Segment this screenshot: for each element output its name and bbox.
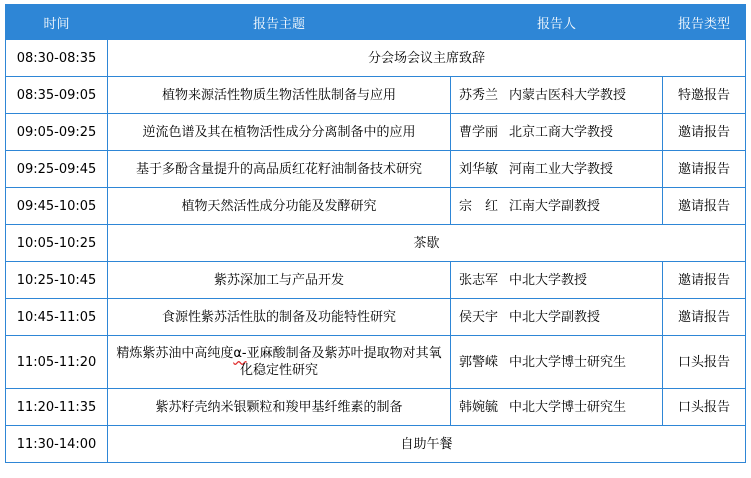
- speaker-name: 张志军: [459, 272, 499, 288]
- table-row: [6, 77, 746, 114]
- time-cell: 08:35-09:05: [6, 77, 108, 114]
- table-row: [6, 262, 746, 299]
- type-cell: 邀请报告: [663, 262, 746, 299]
- topic-cell: 食源性紫苏活性肽的制备及功能特性研究: [108, 299, 451, 336]
- time-cell: 11:30-14:00: [6, 426, 108, 463]
- table-row: [6, 151, 746, 188]
- speaker-name: 韩婉毓: [459, 399, 499, 415]
- speaker-affiliation: 江南大学副教授: [509, 198, 601, 214]
- session-cell: 茶歇: [108, 225, 746, 262]
- type-cell: 特邀报告: [663, 77, 746, 114]
- table-row: [6, 426, 746, 463]
- topic-text-pre: 精炼紫苏油中高纯度: [116, 346, 234, 361]
- header-time: 时间: [6, 5, 108, 40]
- speaker-affiliation: 内蒙古医科大学教授: [509, 87, 627, 103]
- time-cell: 10:45-11:05: [6, 299, 108, 336]
- spellcheck-marked-text: α-: [233, 346, 247, 361]
- speaker-cell: [451, 151, 663, 188]
- speaker-cell: [451, 77, 663, 114]
- table-row: [6, 40, 746, 77]
- table-row: [6, 188, 746, 225]
- speaker-cell: [451, 299, 663, 336]
- speaker-name: 苏秀兰: [459, 87, 499, 103]
- topic-cell: 植物来源活性物质生物活性肽制备与应用: [108, 77, 451, 114]
- topic-cell: 逆流色谱及其在植物活性成分分离制备中的应用: [108, 114, 451, 151]
- schedule-table: [5, 4, 746, 463]
- speaker-cell: [451, 188, 663, 225]
- header-speaker: 报告人: [451, 5, 663, 40]
- topic-cell: 紫苏深加工与产品开发: [108, 262, 451, 299]
- type-cell: 口头报告: [663, 336, 746, 389]
- speaker-cell: [451, 389, 663, 426]
- table-row: [6, 299, 746, 336]
- type-cell: 口头报告: [663, 389, 746, 426]
- session-cell: 自助午餐: [108, 426, 746, 463]
- type-cell: 邀请报告: [663, 114, 746, 151]
- speaker-name: 曹学丽: [459, 124, 499, 140]
- schedule-table-container: [5, 4, 745, 463]
- time-cell: 09:25-09:45: [6, 151, 108, 188]
- speaker-cell: [451, 262, 663, 299]
- type-cell: 邀请报告: [663, 299, 746, 336]
- speaker-affiliation: 中北大学博士研究生: [509, 354, 627, 370]
- topic-cell: 植物天然活性成分功能及发酵研究: [108, 188, 451, 225]
- topic-text-post: 亚麻酸制备及紫苏叶提取物对其氧化稳定性研究: [239, 346, 442, 378]
- speaker-cell: [451, 336, 663, 389]
- topic-cell: [108, 336, 451, 389]
- speaker-affiliation: 河南工业大学教授: [509, 161, 614, 177]
- time-cell: 11:20-11:35: [6, 389, 108, 426]
- session-cell: 分会场会议主席致辞: [108, 40, 746, 77]
- table-row: [6, 336, 746, 389]
- speaker-name: 侯天宇: [459, 309, 499, 325]
- table-row: [6, 114, 746, 151]
- table-row: [6, 389, 746, 426]
- time-cell: 09:45-10:05: [6, 188, 108, 225]
- time-cell: 10:25-10:45: [6, 262, 108, 299]
- time-cell: 08:30-08:35: [6, 40, 108, 77]
- speaker-affiliation: 中北大学副教授: [509, 309, 601, 325]
- time-cell: 10:05-10:25: [6, 225, 108, 262]
- topic-cell: 紫苏籽壳纳米银颗粒和羧甲基纤维素的制备: [108, 389, 451, 426]
- type-cell: 邀请报告: [663, 151, 746, 188]
- speaker-name: 郭警嵘: [459, 354, 499, 370]
- speaker-affiliation: 中北大学教授: [509, 272, 588, 288]
- time-cell: 11:05-11:20: [6, 336, 108, 389]
- speaker-name: 刘华敏: [459, 161, 499, 177]
- header-topic: 报告主题: [108, 5, 451, 40]
- speaker-affiliation: 北京工商大学教授: [509, 124, 614, 140]
- header-type: 报告类型: [663, 5, 746, 40]
- speaker-affiliation: 中北大学博士研究生: [509, 399, 627, 415]
- time-cell: 09:05-09:25: [6, 114, 108, 151]
- topic-cell: 基于多酚含量提升的高品质红花籽油制备技术研究: [108, 151, 451, 188]
- speaker-cell: [451, 114, 663, 151]
- type-cell: 邀请报告: [663, 188, 746, 225]
- header-row: [6, 5, 746, 40]
- speaker-name: 宗 红: [459, 198, 499, 214]
- table-row: [6, 225, 746, 262]
